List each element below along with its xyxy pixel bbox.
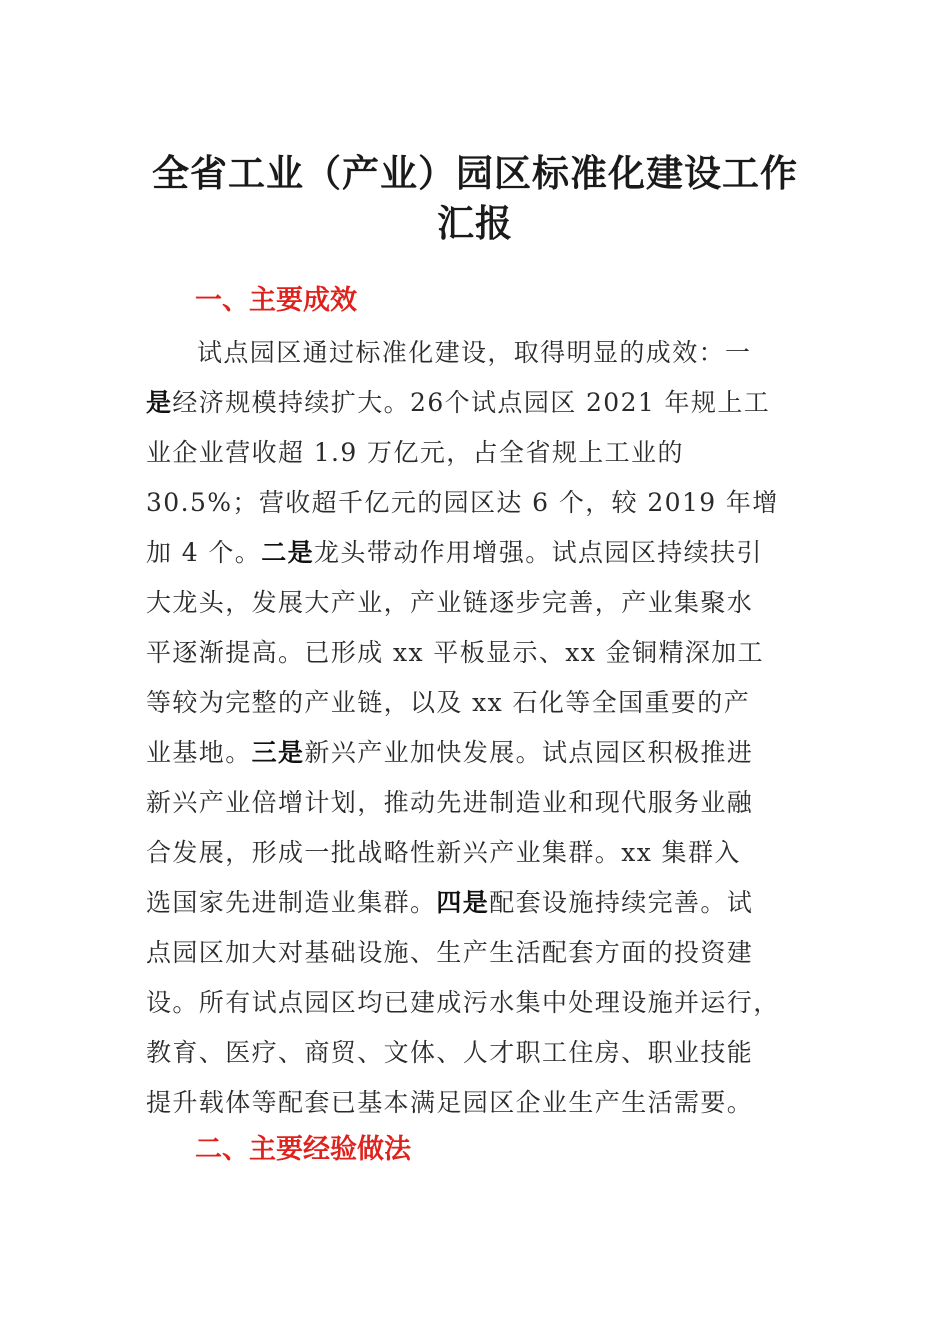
paragraph-line: 业企业营收超 1.9 万亿元，占全省规上工业的 — [146, 438, 684, 467]
paragraph-line: 试点园区通过标准化建设，取得明显的成效：一 — [197, 338, 752, 367]
paragraph-line: 新兴产业倍增计划，推动先进制造业和现代服务业融 — [146, 788, 754, 817]
section-heading-main-results: 一、主要成效 — [195, 285, 357, 316]
paragraph-line: 合发展，形成一批战略性新兴产业集群。xx 集群入 — [146, 838, 741, 867]
paragraph-line: 平逐渐提高。已形成 xx 平板显示、xx 金铜精深加工 — [146, 638, 765, 667]
paragraph-line: 提升载体等配套已基本满足园区企业生产生活需要。 — [146, 1088, 754, 1117]
document-title-line-1: 全省工业（产业）园区标准化建设工作 — [152, 152, 798, 195]
paragraph-line: 教育、医疗、商贸、文体、人才职工住房、职业技能 — [146, 1038, 754, 1067]
paragraph-line: 设。所有试点园区均已建成污水集中处理设施并运行， — [146, 988, 780, 1017]
paragraph-line: 加 4 个。二是龙头带动作用增强。试点园区持续扶引 — [146, 538, 763, 567]
paragraph-line: 点园区加大对基础设施、生产生活配套方面的投资建 — [146, 938, 754, 967]
paragraph-line: 业基地。三是新兴产业加快发展。试点园区积极推进 — [146, 738, 754, 767]
paragraph-line: 30.5%；营收超千亿元的园区达 6 个，较 2019 年增 — [146, 488, 779, 517]
paragraph-line: 选国家先进制造业集群。四是配套设施持续完善。试 — [146, 888, 754, 917]
paragraph-line: 大龙头，发展大产业，产业链逐步完善，产业集聚水 — [146, 588, 754, 617]
document-title-line-2: 汇报 — [437, 202, 513, 245]
paragraph-line: 是经济规模持续扩大。26个试点园区 2021 年规上工 — [146, 388, 771, 417]
paragraph-line: 等较为完整的产业链，以及 xx 石化等全国重要的产 — [146, 688, 751, 717]
section-heading-main-experience: 二、主要经验做法 — [195, 1134, 411, 1165]
